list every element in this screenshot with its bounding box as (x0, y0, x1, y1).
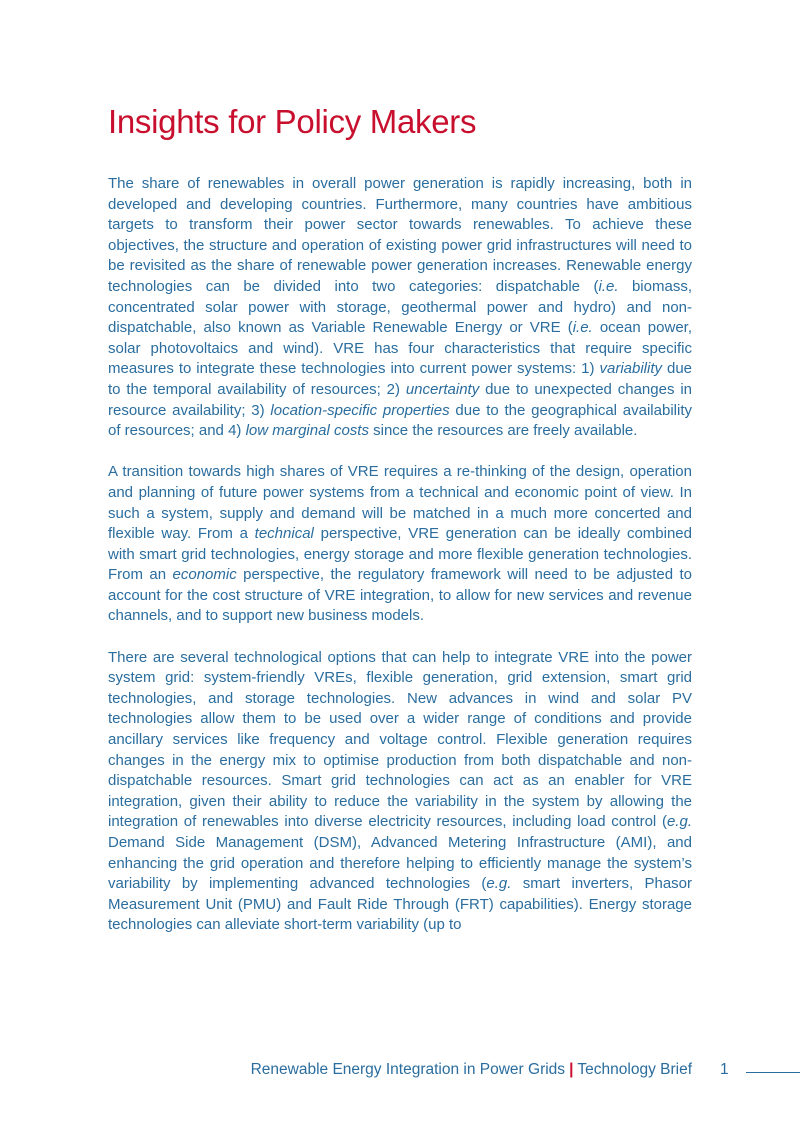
text-run: due to the geographical availability of resources; and 4) (108, 401, 692, 440)
text-run: since the resources are freely available. (368, 422, 638, 440)
text-run: due to unexpected changes in resource availability; 3) (108, 380, 692, 419)
footer-brief-type: Technology Brief (577, 1061, 692, 1078)
paragraph-technological-options (108, 648, 692, 936)
italic-technical: technical (254, 525, 314, 543)
text-run: A transition towards high shares of VRE requires a re-thinking of the design, operation and planning of future power systems from a technical and economic point of view. In such a system, supply and demand will be matched in a much more concerted and flexible way. From a (108, 463, 692, 543)
footer-publication-title: Renewable Energy Integration in Power Grids (250, 1061, 566, 1078)
text-run: There are several technological options that can help to integrate VRE into the power system grid: system-friendly VREs, flexible generation, grid extension, smart grid technologies, and storage technologies. New advances in wind and solar PV technologies allow them to be used over a wider range of conditions and provide ancillary services like frequency and voltage control. Flexible generation requires changes in the energy mix to optimise production from both dispatchable and non-dispatchable resources. Smart grid technologies can act as an enabler for VRE integration, given their ability to reduce the variability in the system by allowing the integration of renewables into diverse electricity resources, including load control ( (108, 648, 692, 831)
italic-location-specific: location-specific properties (270, 401, 450, 419)
page-number: 1 (720, 1061, 729, 1078)
body-text (108, 174, 692, 957)
page-footer (0, 1058, 800, 1082)
italic-ie: i.e. (598, 277, 619, 295)
paragraph-transition (108, 462, 692, 627)
text-run: Demand Side Management (DSM), Advanced Metering Infrastructure (AMI), and enhancing the grid operation and therefore helping to efficiently manage the system’s variability by implementing advanced technologies ( (108, 834, 692, 893)
italic-eg: e.g. (486, 875, 512, 893)
italic-uncertainty: uncertainty (405, 380, 480, 398)
italic-variability: variability (599, 360, 663, 378)
text-run: smart inverters, Phasor Measurement Unit (PMU) and Fault Ride Through (FRT) capabilities). Energy storage technologies can alleviate short-term variability (up to (108, 875, 693, 934)
paragraph-vre-characteristics (108, 174, 692, 442)
text-run: ocean power, solar photovoltaics and wind). VRE has four characteristics that require specific measures to integrate these technologies into current power systems: 1) (108, 319, 693, 378)
page-title: Insights for Policy Makers (108, 103, 477, 140)
italic-ie: i.e. (572, 319, 593, 337)
footer-publication (251, 1058, 692, 1082)
italic-economic: economic (172, 566, 237, 584)
text-run: biomass, concentrated solar power with storage, geothermal power and hydro) and non-dispatchable, also known as Variable Renewable Energy or VRE ( (108, 277, 692, 337)
footer-separator: | (569, 1061, 574, 1078)
italic-eg: e.g. (666, 813, 692, 831)
text-run: perspective, the regulatory framework will need to be adjusted to account for the cost structure of VRE integration, to allow for new services and revenue channels, and to support new business models. (108, 566, 693, 625)
italic-low-marginal-costs: low marginal costs (245, 422, 369, 440)
footer-rule (746, 1072, 800, 1073)
text-run: perspective, VRE generation can be ideally combined with smart grid technologies, energy storage and more flexible generation technologies. From an (108, 525, 692, 584)
text-run: due to the temporal availability of resources; 2) (108, 360, 692, 398)
text-run: The share of renewables in overall power generation is rapidly increasing, both in developed and developing countries. Furthermore, many countries have ambitious targets to transform their power sector towards renewables. To achieve these objectives, the structure and operation of existing power grid infrastructures will need to be revisited as the share of renewable power generation increases. Renewable energy technologies can be divided into two categories: dispatchable ( (108, 175, 692, 295)
